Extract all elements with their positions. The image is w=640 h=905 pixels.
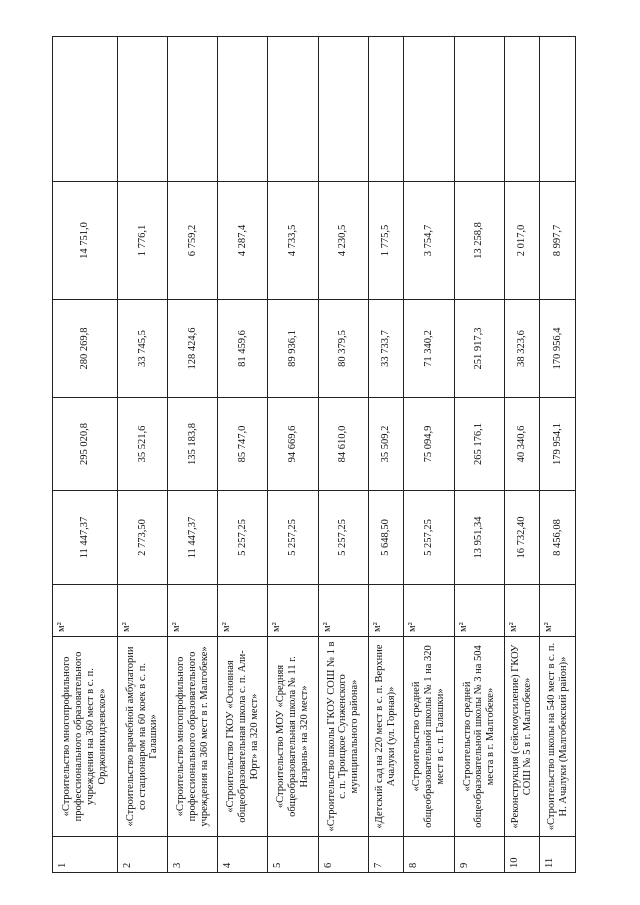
cell-v3: 81 459,6 [218, 300, 268, 398]
table-row [540, 37, 576, 873]
cell-unit: м² [117, 585, 167, 637]
table-row [268, 37, 318, 873]
cell-unit: м² [218, 585, 268, 637]
cell-empty [454, 37, 504, 182]
table-row [318, 37, 368, 873]
cell-v4: 4 230,5 [318, 182, 368, 300]
cell-unit: м² [268, 585, 318, 637]
table-row [504, 37, 540, 873]
cell-v2: 84 610,0 [318, 398, 368, 491]
cell-v4: 13 258,8 [454, 182, 504, 300]
cell-v2: 295 020,8 [53, 398, 118, 491]
cell-v4: 4 287,4 [218, 182, 268, 300]
cell-empty [540, 37, 576, 182]
cell-v2: 35 521,6 [117, 398, 167, 491]
cell-v1: 11 447,37 [168, 491, 218, 585]
cell-v1: 16 732,40 [504, 491, 540, 585]
cell-unit: м² [540, 585, 576, 637]
cell-unit: м² [318, 585, 368, 637]
cell-v3: 71 340,2 [404, 300, 454, 398]
cell-empty [318, 37, 368, 182]
cell-name: «Строительство врачебной амбулатории со стационаром на 60 коек в с. п. Галашки» [117, 637, 167, 837]
cell-v3: 128 424,6 [168, 300, 218, 398]
cell-v2: 265 176,1 [454, 398, 504, 491]
cell-num: 4 [218, 837, 268, 873]
cell-v2: 85 747,0 [218, 398, 268, 491]
cell-v4: 14 751,0 [53, 182, 118, 300]
cell-num: 2 [117, 837, 167, 873]
cell-num: 3 [168, 837, 218, 873]
cell-v3: 251 917,3 [454, 300, 504, 398]
cell-empty [404, 37, 454, 182]
cell-name: «Строительство школы на 540 мест в с. п. Н. Ачалуки (Малгобекский район)» [540, 637, 576, 837]
cell-num: 11 [540, 837, 576, 873]
cell-v1: 11 447,37 [53, 491, 118, 585]
cell-name: «Детский сад на 220 мест в с. п. Верхние Ачалуки (ул. Горная)» [368, 637, 404, 837]
cell-name: «Строительство средней общеобразовательной школы № 3 на 504 места в г. Малгобеке» [454, 637, 504, 837]
cell-name: «Реконструкция (сейсмоусиление) ГКОУ СОШ № 5 в г. Малгобеке» [504, 637, 540, 837]
cell-v2: 40 340,6 [504, 398, 540, 491]
cell-num: 5 [268, 837, 318, 873]
cell-v2: 179 954,1 [540, 398, 576, 491]
cell-empty [117, 37, 167, 182]
cell-v4: 6 759,2 [168, 182, 218, 300]
cell-empty [504, 37, 540, 182]
cell-v1: 8 456,08 [540, 491, 576, 585]
cell-name: «Строительство многопрофильного профессионального образовательного учреждения на 360 мест в с. п. Орджоникидзевское» [53, 637, 118, 837]
cell-v4: 3 754,7 [404, 182, 454, 300]
cell-empty [168, 37, 218, 182]
cell-unit: м² [368, 585, 404, 637]
cell-name: «Строительство средней общеобразовательной школы № 1 на 320 мест в с. п. Галашки» [404, 637, 454, 837]
table-row [53, 37, 118, 873]
cell-v2: 35 509,2 [368, 398, 404, 491]
cell-v3: 33 733,7 [368, 300, 404, 398]
cell-v2: 135 183,8 [168, 398, 218, 491]
cell-v3: 89 936,1 [268, 300, 318, 398]
cell-name: «Строительство школы ГКОУ СОШ № 1 в с. п. Троицкое Сунженского муниципального района» [318, 637, 368, 837]
table-row [404, 37, 454, 873]
cell-name: «Строительство ГКОУ «Основная общеобразовательная школа с. п. Али-Юрт» на 320 мест» [218, 637, 268, 837]
cell-empty [218, 37, 268, 182]
cell-empty [268, 37, 318, 182]
table-row [117, 37, 167, 873]
cell-v1: 5 257,25 [318, 491, 368, 585]
cell-empty [368, 37, 404, 182]
table-row [168, 37, 218, 873]
cell-v1: 5 648,50 [368, 491, 404, 585]
cell-v3: 38 323,6 [504, 300, 540, 398]
cell-name: «Строительство МОУ «Средняя общеобразовательная школа № 11 г. Назрань» на 320 мест» [268, 637, 318, 837]
rotated-page [52, 37, 576, 873]
cell-num: 6 [318, 837, 368, 873]
cell-v3: 170 956,4 [540, 300, 576, 398]
cell-v4: 1 775,5 [368, 182, 404, 300]
cell-unit: м² [504, 585, 540, 637]
cell-v4: 2 017,0 [504, 182, 540, 300]
cell-unit: м² [454, 585, 504, 637]
cell-num: 9 [454, 837, 504, 873]
cell-v1: 5 257,25 [218, 491, 268, 585]
cell-v1: 13 951,34 [454, 491, 504, 585]
cell-unit: м² [404, 585, 454, 637]
cell-v1: 2 773,50 [117, 491, 167, 585]
table-row [454, 37, 504, 873]
cell-v2: 75 094,9 [404, 398, 454, 491]
cell-num: 8 [404, 837, 454, 873]
cell-v3: 80 379,5 [318, 300, 368, 398]
cell-name: «Строительство многопрофильного профессионального образовательного учреждения на 360 мест в г. Малгобеке» [168, 637, 218, 837]
cell-num: 7 [368, 837, 404, 873]
cell-num: 1 [53, 837, 118, 873]
table-body [53, 37, 576, 873]
cell-v1: 5 257,25 [404, 491, 454, 585]
table-row [368, 37, 404, 873]
cell-v2: 94 669,6 [268, 398, 318, 491]
cell-v4: 1 776,1 [117, 182, 167, 300]
cell-empty [53, 37, 118, 182]
cell-unit: м² [53, 585, 118, 637]
cell-v1: 5 257,25 [268, 491, 318, 585]
cell-v3: 33 745,5 [117, 300, 167, 398]
cell-unit: м² [168, 585, 218, 637]
cell-num: 10 [504, 837, 540, 873]
table-row [218, 37, 268, 873]
cell-v4: 8 997,7 [540, 182, 576, 300]
projects-table [52, 36, 576, 873]
cell-v4: 4 733,5 [268, 182, 318, 300]
cell-v3: 280 269,8 [53, 300, 118, 398]
